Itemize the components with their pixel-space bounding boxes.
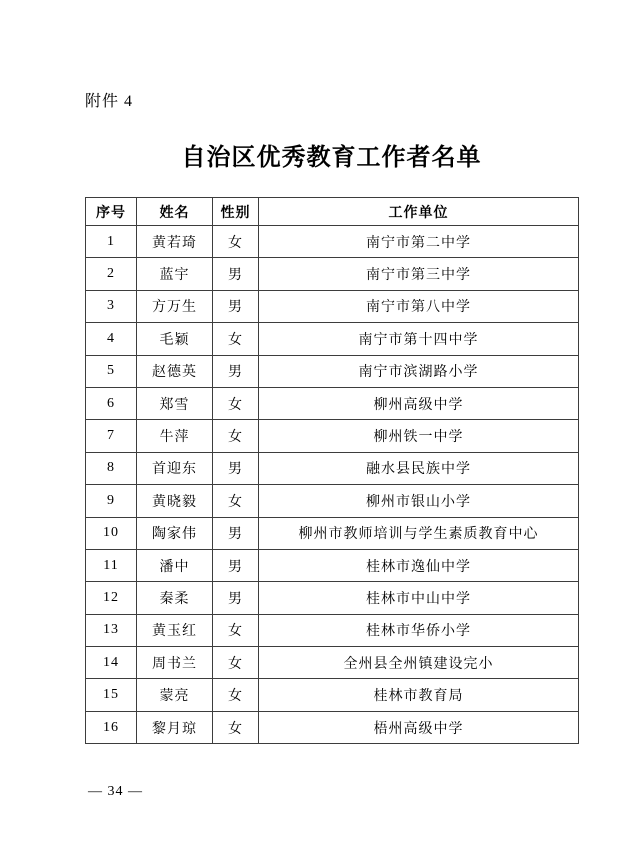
cell-name: 黄晓毅 — [137, 485, 213, 517]
cell-index: 14 — [86, 647, 137, 679]
cell-workunit: 桂林市华侨小学 — [259, 614, 579, 646]
cell-workunit: 柳州市教师培训与学生素质教育中心 — [259, 517, 579, 549]
cell-index: 16 — [86, 711, 137, 743]
table-row — [86, 614, 579, 646]
cell-name: 牛萍 — [137, 420, 213, 452]
cell-name: 周书兰 — [137, 647, 213, 679]
column-header-name: 姓名 — [137, 198, 213, 226]
table-row — [86, 711, 579, 743]
attachment-label: 附件 4 — [85, 93, 134, 110]
cell-workunit: 桂林市中山中学 — [259, 582, 579, 614]
cell-index: 1 — [86, 226, 137, 258]
cell-gender: 女 — [213, 614, 259, 646]
cell-name: 蓝宇 — [137, 258, 213, 290]
column-header-gender: 性别 — [213, 198, 259, 226]
cell-index: 2 — [86, 258, 137, 290]
table-row — [86, 355, 579, 387]
cell-gender: 男 — [213, 549, 259, 581]
table-row — [86, 485, 579, 517]
cell-gender: 女 — [213, 711, 259, 743]
cell-gender: 女 — [213, 323, 259, 355]
roster-table — [85, 197, 579, 744]
cell-gender: 女 — [213, 387, 259, 419]
table-row — [86, 549, 579, 581]
cell-index: 6 — [86, 387, 137, 419]
cell-gender: 男 — [213, 290, 259, 322]
table-row — [86, 290, 579, 322]
cell-name: 黎月琼 — [137, 711, 213, 743]
cell-workunit: 全州县全州镇建设完小 — [259, 647, 579, 679]
table-row — [86, 258, 579, 290]
page-title: 自治区优秀教育工作者名单 — [181, 145, 482, 171]
cell-workunit: 桂林市教育局 — [259, 679, 579, 711]
cell-workunit: 南宁市第三中学 — [259, 258, 579, 290]
cell-workunit: 柳州铁一中学 — [259, 420, 579, 452]
cell-workunit: 南宁市滨湖路小学 — [259, 355, 579, 387]
table-row — [86, 679, 579, 711]
column-header-index: 序号 — [86, 198, 137, 226]
cell-gender: 女 — [213, 485, 259, 517]
cell-workunit: 梧州高级中学 — [259, 711, 579, 743]
header-row — [86, 198, 579, 226]
cell-index: 11 — [86, 549, 137, 581]
cell-name: 蒙亮 — [137, 679, 213, 711]
cell-index: 8 — [86, 452, 137, 484]
table-body — [86, 226, 579, 744]
cell-gender: 男 — [213, 582, 259, 614]
cell-workunit: 柳州市银山小学 — [259, 485, 579, 517]
table-row — [86, 323, 579, 355]
cell-name: 毛颖 — [137, 323, 213, 355]
cell-gender: 女 — [213, 679, 259, 711]
cell-workunit: 融水县民族中学 — [259, 452, 579, 484]
cell-gender: 女 — [213, 420, 259, 452]
cell-index: 5 — [86, 355, 137, 387]
table-row — [86, 387, 579, 419]
cell-name: 赵德英 — [137, 355, 213, 387]
cell-workunit: 南宁市第二中学 — [259, 226, 579, 258]
table-row — [86, 517, 579, 549]
cell-name: 首迎东 — [137, 452, 213, 484]
cell-name: 方万生 — [137, 290, 213, 322]
cell-workunit: 柳州高级中学 — [259, 387, 579, 419]
table-row — [86, 647, 579, 679]
cell-name: 秦柔 — [137, 582, 213, 614]
cell-index: 7 — [86, 420, 137, 452]
cell-name: 黄玉红 — [137, 614, 213, 646]
cell-index: 4 — [86, 323, 137, 355]
cell-workunit: 南宁市第八中学 — [259, 290, 579, 322]
table-header — [86, 198, 579, 226]
cell-index: 9 — [86, 485, 137, 517]
cell-name: 郑雪 — [137, 387, 213, 419]
table-row — [86, 420, 579, 452]
cell-gender: 男 — [213, 517, 259, 549]
cell-index: 15 — [86, 679, 137, 711]
table-row — [86, 226, 579, 258]
table-row — [86, 452, 579, 484]
table-row — [86, 582, 579, 614]
cell-gender: 男 — [213, 452, 259, 484]
cell-gender: 男 — [213, 258, 259, 290]
cell-gender: 女 — [213, 647, 259, 679]
cell-workunit: 南宁市第十四中学 — [259, 323, 579, 355]
cell-name: 黄若琦 — [137, 226, 213, 258]
cell-index: 10 — [86, 517, 137, 549]
cell-workunit: 桂林市逸仙中学 — [259, 549, 579, 581]
cell-index: 12 — [86, 582, 137, 614]
cell-gender: 男 — [213, 355, 259, 387]
cell-index: 3 — [86, 290, 137, 322]
column-header-workunit: 工作单位 — [259, 198, 579, 226]
cell-name: 潘中 — [137, 549, 213, 581]
page-number: — 34 — — [88, 784, 143, 799]
cell-gender: 女 — [213, 226, 259, 258]
cell-index: 13 — [86, 614, 137, 646]
cell-name: 陶家伟 — [137, 517, 213, 549]
